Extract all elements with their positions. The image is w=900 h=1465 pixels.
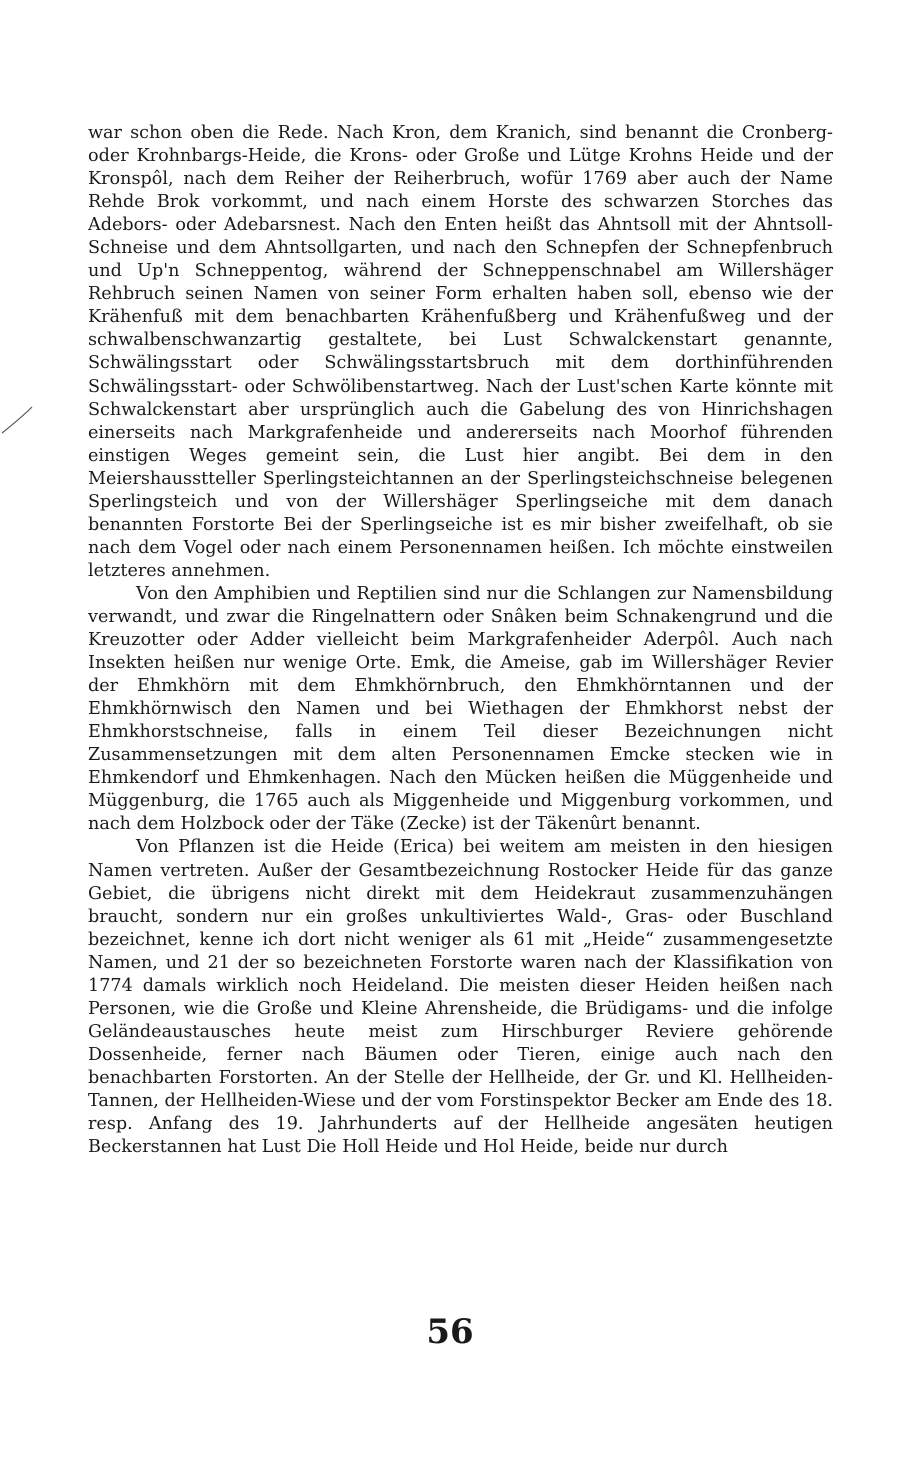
paragraph-2: Von den Amphibien und Reptilien sind nur die Schlangen zur Namensbildung verwandt, und zwar die Ringelnattern oder Snâken beim Schnakengrund und die Kreuzotter oder Adder vielleicht beim Markgrafenheider Aderpôl. Auch nach Insekten heißen nur wenige Orte. Emk, die Ameise, gab im Willershäger Revier der Ehmkhörn mit dem Ehmkhörnbruch, den Ehmkhörntannen und der Ehmkhörnwisch den Namen und bei Wiethagen der Ehmkhorst nebst der Ehmkhorstschneise, falls in einem Teil dieser Bezeichnungen nicht Zusammensetzungen mit dem alten Personennamen Emcke stecken wie in Ehmkendorf und Ehmkenhagen. Nach den Mücken heißen die Müggenheide und Müggenburg, die 1765 auch als Miggenheide und Miggenburg vorkommen, und nach dem Holzbock oder der Täke (Zecke) ist der Täkenûrt benannt.	[88, 583, 833, 835]
paragraph-3: Von Pflanzen ist die Heide (Erica) bei weitem am meisten in den hiesigen Namen vertreten. Außer der Gesamtbezeichnung Rostocker Heide für das ganze Gebiet, die übrigens nicht direkt mit dem Heidekraut zusammenzuhängen braucht, sondern nur ein großes unkultiviertes Wald-, Gras- oder Buschland bezeichnet, kenne ich dort nicht weniger als 61 mit „Heide“ zusammengesetzte Namen, und 21 der so bezeichneten Forstorte waren nach der Klassifikation von 1774 damals wirklich noch Heideland. Die meisten dieser Heiden heißen nach Personen, wie die Große und Kleine Ahrensheide, die Brüdigams- und die infolge Geländeaustausches heute meist zum Hirschburger Reviere gehörende Dossenheide, ferner nach Bäumen oder Tieren, einige auch nach den benachbarten Forstorten. An der Stelle der Hellheide, der Gr. und Kl. Hellheiden-Tannen, der Hellheiden-Wiese und der vom Forstinspektor Becker am Ende des 18. resp. Anfang des 19. Jahrhunderts auf der Hellheide angesäten heutigen Beckerstannen hat Lust Die Holl Heide und Hol Heide, beide nur durch	[88, 837, 833, 1158]
paragraph-1: war schon oben die Rede. Nach Kron, dem Kranich, sind benannt die Cronberg- oder Krohnbargs-Heide, die Krons- oder Große und Lütge Krohns Heide und der Kronspôl, nach dem Reiher der Reiherbruch, wofür 1769 aber auch der Name Rehde Brok vorkommt, und nach einem Horste des schwarzen Storches das Adebors- oder Adebarsnest. Nach den Enten heißt das Ahntsoll mit der Ahntsoll-Schneise und dem Ahntsollgarten, und nach den Schnepfen der Schnepfenbruch und Up'n Schneppentog, während der Schneppenschnabel am Willershäger Rehbruch seinen Namen von seiner Form erhalten haben soll, ebenso wie der Krähenfuß mit dem benachbarten Krähenfußberg und Krähenfußweg und der schwalbenschwanzartig gestaltete, bei Lust Schwalckenstart genannte, Schwälingsstart oder Schwälingsstartsbruch mit dem dorthinführenden Schwälingsstart- oder Schwölibenstartweg. Nach der Lust'schen Karte könnte mit Schwalckenstart aber ursprünglich auch die Gabelung des von Hinrichshagen einerseits nach Markgrafenheide und andererseits nach Moorhof führenden einstigen Weges gemeint sein, die Lust hier angibt. Bei dem in den Meiershausstteller Sperlingsteichtannen an der Sperlingsteichschneise belegenen Sperlingsteich und von der Willershäger Sperlingseiche mit dem danach benannten Forstorte Bei der Sperlingseiche ist es mir bisher zweifelhaft, ob sie nach dem Vogel oder nach einem Personennamen heißen. Ich möchte einstweilen letzteres annehmen.	[88, 123, 833, 581]
body-text	[88, 122, 833, 1159]
page-number: 56	[426, 1312, 474, 1352]
margin-pencil-mark	[0, 405, 34, 435]
